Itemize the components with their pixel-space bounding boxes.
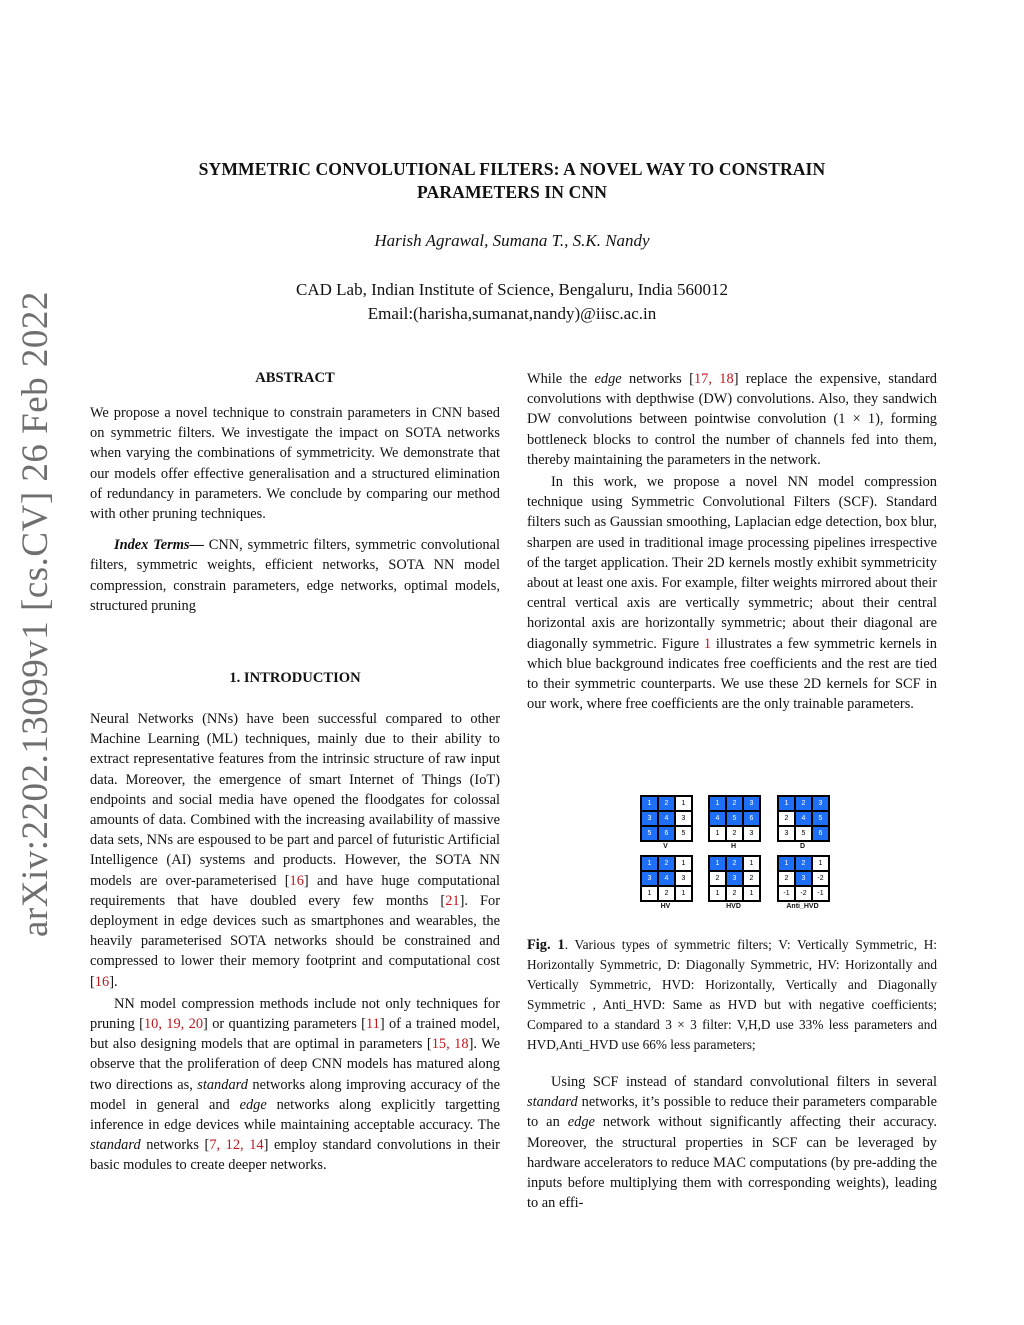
text-run: While the <box>527 371 595 387</box>
filter-cell: 3 <box>778 826 795 841</box>
filter-cell: 4 <box>709 811 726 826</box>
citation-link[interactable]: 17, 18 <box>693 371 734 387</box>
filter-cell: 3 <box>675 811 692 826</box>
filter-cell: -1 <box>778 886 795 901</box>
paper-title <box>100 158 924 204</box>
filter-cell: 1 <box>675 796 692 811</box>
filter-cell: 2 <box>795 796 812 811</box>
right-paragraph-1 <box>527 369 937 470</box>
filter-cell: 4 <box>658 871 675 886</box>
filter-cell: 5 <box>726 811 743 826</box>
filter-cell: 3 <box>641 871 658 886</box>
filter-cell: 2 <box>726 856 743 871</box>
filter-grid-hv <box>640 855 693 902</box>
italic-term: standard <box>197 1076 248 1093</box>
filter-cell: 1 <box>709 886 726 901</box>
filter-cell: 1 <box>778 856 795 871</box>
text-run: ] replace the expensive, standard convolutions with depthwise (DW) convolutions. Also, they sandwich DW convolutions between pointwise convolution (1 × 1), forming bottleneck blocks to control the number of channels fed into them, thereby maintaining the parameters in the network. <box>527 371 937 468</box>
italic-term: standard <box>527 1094 578 1111</box>
caption-text: . Various types of symmetric filters; V: Vertically Symmetric, H: Horizontally Symmetric, D: Diagonally Symmetric, HV: Horizontally and Vertically Symmetric, HVD: Horizontally, Vertically and Diagonally Symmetric , Anti_HVD: Same as HVD but with negative coefficients; Compared to a standard 3 × 3 filter: V,H,D use 33% less parameters and HVD,Anti_HVD use 66% less parameters; <box>527 937 937 1053</box>
filter-grid-d <box>777 795 830 842</box>
index-terms-label: Index Terms— <box>114 537 204 554</box>
filter-cell: 3 <box>726 871 743 886</box>
filter-cell: 6 <box>743 811 760 826</box>
citation-link[interactable]: 15, 18 <box>431 1036 469 1053</box>
filter-cell: 1 <box>743 886 760 901</box>
filter-cell: 2 <box>709 871 726 886</box>
filter-cell: 2 <box>726 826 743 841</box>
figure-symmetric-filters <box>640 795 830 915</box>
italic-term: edge <box>594 371 622 387</box>
intro-heading: 1. INTRODUCTION <box>229 670 361 686</box>
filter-cell: 4 <box>658 811 675 826</box>
text-run: networks [ <box>621 371 694 387</box>
text-run: ]. We observe that the proliferation of deep CNN models has matured along two directions as, <box>90 1036 500 1093</box>
text-run: ]. <box>109 973 118 990</box>
filter-cell: 3 <box>743 826 760 841</box>
citation-link[interactable]: 7, 12, 14 <box>209 1137 264 1154</box>
filter-cell: 3 <box>675 871 692 886</box>
text-run: ] or quantizing parameters [ <box>203 1016 366 1033</box>
affiliation-block <box>100 278 924 326</box>
filter-grid-hvd <box>708 855 761 902</box>
text-run: network without significantly affecting their accuracy. Moreover, the structural properties in SCF can be leveraged by hardware accelerators to reduce MAC computations (by pre-adding the inputs before multiplying them with corresponding weights), leading to an effi- <box>527 1114 937 1212</box>
text-run: Using SCF instead of standard convolutional filters in several <box>551 1074 937 1090</box>
filter-cell: 3 <box>743 796 760 811</box>
filter-cell: -2 <box>812 871 829 886</box>
filter-cell: 3 <box>795 871 812 886</box>
filter-cell: 2 <box>778 811 795 826</box>
text-run: ] and have huge computational requirements that have doubled every few months [ <box>90 872 500 909</box>
arxiv-stamp: arXiv:2202.13099v1 [cs.CV] 26 Feb 2022 <box>15 291 56 937</box>
text-run: illustrates a few symmetric kernels in which blue background indicates free coefficients and the rest are tied to their symmetric counterparts. We use these 2D kernels for SCF in our work, where free coefficients are the only trainable parameters. <box>527 635 937 713</box>
filter-cell: 1 <box>641 886 658 901</box>
filter-label: Anti_HVD <box>786 903 819 910</box>
filter-cell: 2 <box>658 886 675 901</box>
filter-label: HV <box>660 903 671 910</box>
abstract-body <box>90 403 500 616</box>
text-run: networks, it’s possible to reduce their parameters comparable to an <box>527 1094 937 1131</box>
filter-cell: 3 <box>812 796 829 811</box>
filter-grid-v <box>640 795 693 842</box>
filter-cell: 5 <box>812 811 829 826</box>
filter-label: HVD <box>726 903 741 910</box>
filter-label: V <box>663 843 668 850</box>
filter-cell: 1 <box>709 826 726 841</box>
text-run: In this work, we propose a novel NN model compression technique using Symmetric Convolutional Filters (SCF). Standard filters such as Gaussian smoothing, Laplacian edge detection, box blur, sharpen are used in traditional image processing pipelines irrespective of the target application. Their 2D kernels mostly exhibit symmetricity about at least one axis. For example, filter weights mirrored about their central vertical axis are vertically symmetric; about their central horizontal axis are horizontally symmetric; about their diagonal are diagonally symmetric. Figure <box>527 474 937 652</box>
right-paragraph-2 <box>527 472 937 714</box>
filter-cell: 5 <box>641 826 658 841</box>
citation-link[interactable]: 16 <box>94 973 110 990</box>
abstract-text: We propose a novel technique to constrain parameters in CNN based on symmetric filters. We investigate the impact on SOTA networks when varying the combinations of symmetricity. We demonstrate that our models offer effective generalisation and a structured elimination of redundancy in parameters. We conclude by comparing our method with other pruning techniques. <box>90 405 500 523</box>
filter-cell: 5 <box>675 826 692 841</box>
intro-paragraph-2 <box>90 994 500 1176</box>
filter-cell: 2 <box>743 871 760 886</box>
filter-cell: 2 <box>778 871 795 886</box>
figure-link[interactable]: 1 <box>703 635 712 652</box>
title-line-2: PARAMETERS IN CNN <box>416 182 608 202</box>
authors: Harish Agrawal, Sumana T., S.K. Nandy <box>374 231 650 250</box>
citation-link[interactable]: 11 <box>365 1016 380 1033</box>
text-run: networks along explicitly targetting inference in edge devices while maintaining acceptable accuracy. The <box>90 1096 500 1134</box>
citation-link[interactable]: 21 <box>445 892 460 909</box>
filter-cell: 1 <box>778 796 795 811</box>
italic-term: edge <box>239 1096 267 1113</box>
right-column-top <box>527 369 937 714</box>
filter-cell: 1 <box>812 856 829 871</box>
caption-label: Fig. 1 <box>527 937 565 953</box>
right-paragraph-3 <box>527 1072 937 1213</box>
citation-link[interactable]: 16 <box>289 872 304 889</box>
index-terms-text: CNN, symmetric filters, symmetric convolutional filters, symmetric weights, efficient networks, SOTA NN model compression, constrain parameters, edge networks, optimal models, structured pruning <box>90 537 500 614</box>
email: Email:(harisha,sumanat,nandy)@iisc.ac.in <box>367 304 657 323</box>
right-column-bottom <box>527 1072 937 1213</box>
citation-link[interactable]: 10, 19, 20 <box>143 1016 204 1033</box>
filter-cell: 2 <box>726 886 743 901</box>
filter-cell: 1 <box>641 796 658 811</box>
filter-grid-anti-hvd <box>777 855 830 902</box>
filter-cell: 1 <box>641 856 658 871</box>
text-run: ]. For deployment in edge devices such as smartphones and wearables, the heavily parameterised SOTA networks should be constrained and compressed to lower their memory footprint and computational cost [ <box>90 892 500 990</box>
filter-cell: -2 <box>795 886 812 901</box>
filter-cell: 5 <box>795 826 812 841</box>
intro-body <box>90 709 500 1176</box>
italic-term: standard <box>90 1137 141 1154</box>
text-run: networks [ <box>140 1137 210 1154</box>
filter-cell: -1 <box>812 886 829 901</box>
filter-cell: 4 <box>795 811 812 826</box>
text-run: NN model compression methods include not only techniques for pruning [ <box>90 995 500 1033</box>
filter-cell: 1 <box>743 856 760 871</box>
filter-cell: 1 <box>675 856 692 871</box>
filter-grid-h <box>708 795 761 842</box>
affiliation: CAD Lab, Indian Institute of Science, Bengaluru, India 560012 <box>296 280 728 299</box>
filter-cell: 2 <box>726 796 743 811</box>
filter-cell: 2 <box>795 856 812 871</box>
text-run: ] employ standard convolutions in their basic modules to create deeper networks. <box>90 1137 500 1174</box>
filter-cell: 3 <box>641 811 658 826</box>
filter-cell: 1 <box>675 886 692 901</box>
filter-cell: 1 <box>709 856 726 871</box>
filter-cell: 6 <box>658 826 675 841</box>
filter-label: H <box>730 843 737 850</box>
text-run: networks along improving accuracy of the model in general and <box>90 1076 500 1113</box>
text-run: Neural Networks (NNs) have been successful compared to other Machine Learning (ML) techniques, mainly due to their ability to extract representative features from the intrinsic structure of raw input data. Moreover, the emergence of smart Internet of Things (IoT) endpoints and social media have opened the floodgates for colossal amounts of data. Combined with the increasing availability of massive data sets, NNs are espoused to be part and parcel of futuristic Artificial Intelligence (AI) systems and products. However, the SOTA NN models are over-parameterised [ <box>90 711 500 889</box>
italic-term: edge <box>567 1114 595 1131</box>
abstract-heading: ABSTRACT <box>255 370 335 386</box>
filter-cell: 6 <box>812 826 829 841</box>
figure-caption <box>527 935 937 1056</box>
filter-cell: 1 <box>709 796 726 811</box>
text-run: ] of a trained model, but also designing models that are optimal in parameters [ <box>90 1016 500 1053</box>
index-terms <box>90 535 500 616</box>
filter-label: D <box>799 843 806 850</box>
title-line-1: SYMMETRIC CONVOLUTIONAL FILTERS: A NOVEL WAY TO CONSTRAIN <box>198 159 826 179</box>
filter-cell: 2 <box>658 796 675 811</box>
intro-paragraph-1 <box>90 709 500 992</box>
filter-cell: 2 <box>658 856 675 871</box>
